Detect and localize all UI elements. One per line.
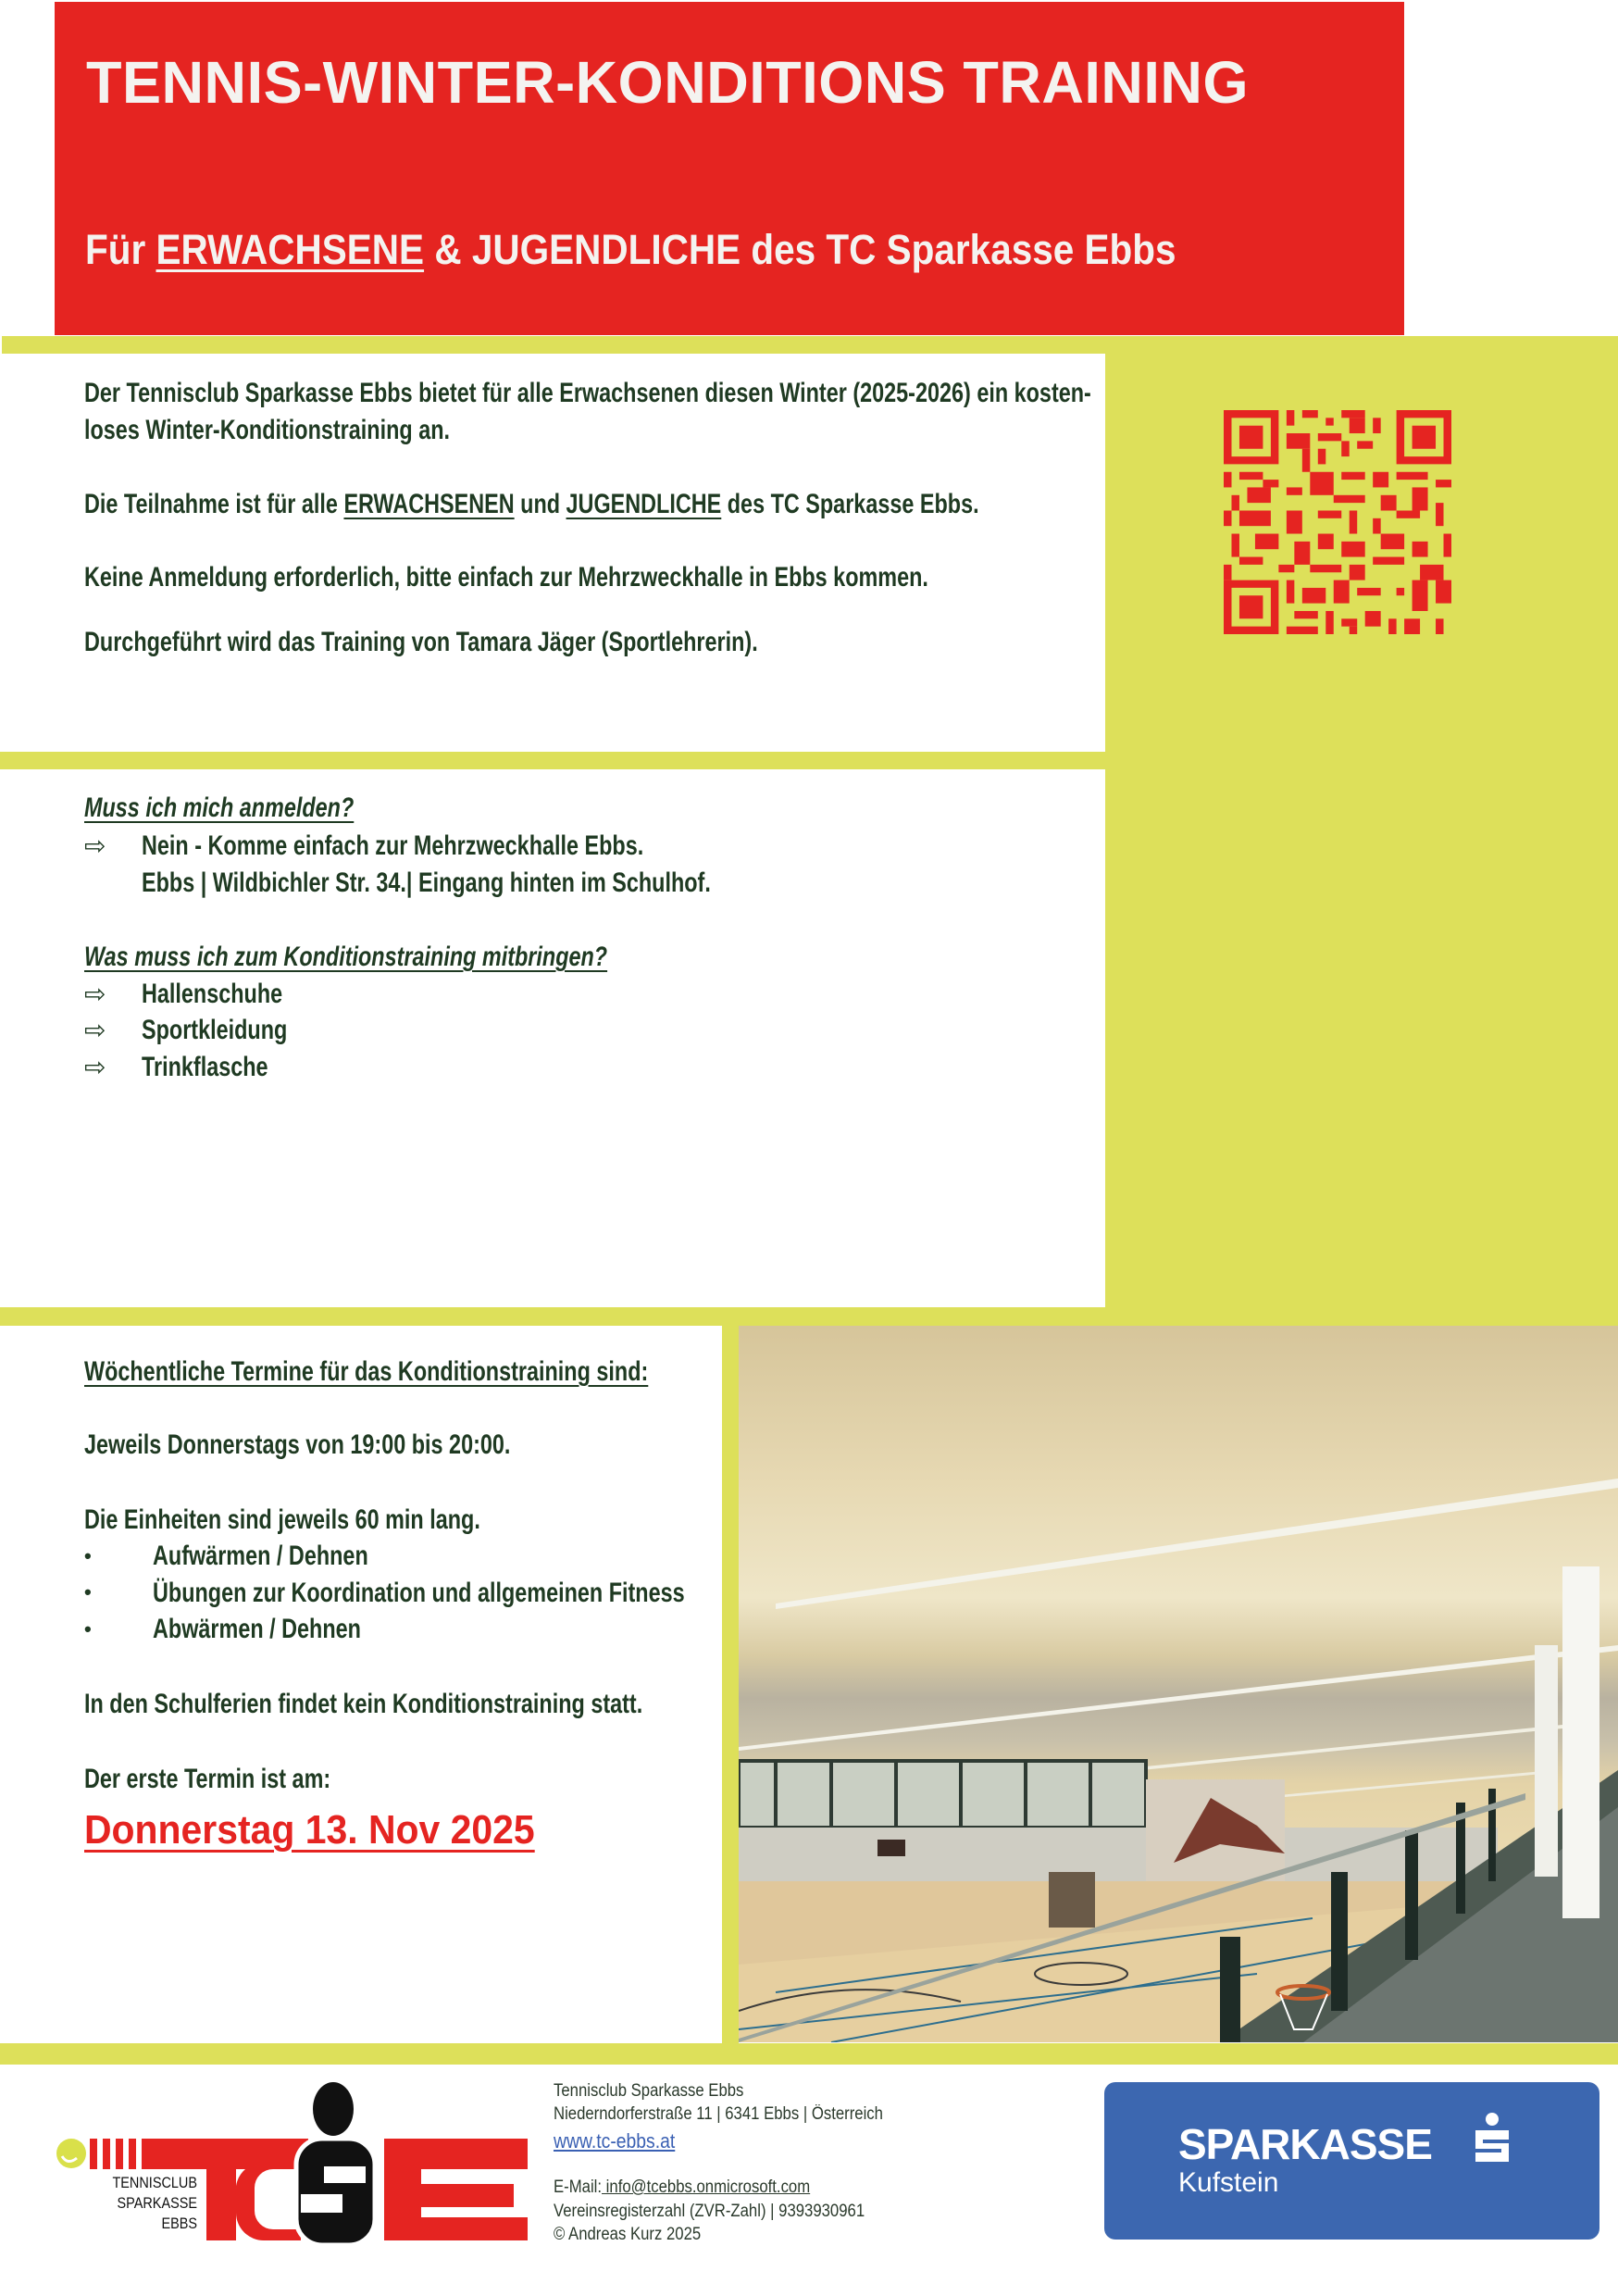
qr-code-icon xyxy=(1224,410,1451,634)
sponsor-city: Kufstein xyxy=(1178,2167,1279,2198)
faq-answer-line-1: Nein - Komme einfach zur Mehrzweckhalle Ebbs. xyxy=(142,830,644,861)
bring-item: Sportkleidung xyxy=(142,1015,288,1045)
subtitle-suffix: & JUGENDLICHE des TC Sparkasse Ebbs xyxy=(424,226,1176,273)
bring-item: Hallenschuhe xyxy=(142,979,283,1009)
participation-adults: ERWACHSENEN xyxy=(343,489,515,519)
divider-band-footer xyxy=(0,2043,1618,2065)
unit-item: Übungen zur Koordination und allgemeinen Fitness xyxy=(153,1578,685,1608)
participation-youth: JUGENDLICHE xyxy=(566,489,722,519)
schedule-holidays: In den Schulferien findet kein Konditionstraining statt. xyxy=(84,1689,643,1719)
logo-line-2: SPARKASSE xyxy=(117,2194,197,2212)
faq-question-registration: Muss ich mich anmelden? xyxy=(84,792,355,823)
intro-line-1: Der Tennisclub Sparkasse Ebbs bietet für alle Erwachsenen diesen Winter (2025-2026) ein kosten- xyxy=(84,378,1091,408)
intro-participation xyxy=(84,489,979,520)
sparkasse-s-icon xyxy=(1470,2112,1514,2169)
email-label: E-Mail: xyxy=(554,2177,603,2197)
logo-line-3: EBBS xyxy=(161,2215,197,2232)
arrow-right-icon: ⇨ xyxy=(84,1053,106,1081)
unit-item: Abwärmen / Dehnen xyxy=(153,1614,361,1644)
website-link[interactable]: www.tc-ebbs.at xyxy=(554,2129,676,2152)
club-name: Tennisclub Sparkasse Ebbs xyxy=(554,2081,744,2101)
faq-answer-line-2: Ebbs | Wildbichler Str. 34.| Eingang hinten im Schulhof. xyxy=(142,867,711,898)
email-line xyxy=(554,2177,810,2198)
faq-question-bring: Was muss ich zum Konditionstraining mitbringen? xyxy=(84,942,608,972)
sponsor-name: SPARKASSE xyxy=(1178,2120,1432,2168)
qr-code[interactable] xyxy=(1224,410,1451,634)
unit-item: Aufwärmen / Dehnen xyxy=(153,1541,368,1571)
sports-hall-illustration xyxy=(739,1326,1618,2042)
participation-prefix: Die Teilnahme ist für alle xyxy=(84,489,344,519)
participation-suffix: des TC Sparkasse Ebbs. xyxy=(721,489,979,519)
email-link[interactable]: info@tcebbs.onmicrosoft.com xyxy=(602,2177,811,2197)
arrow-right-icon: ⇨ xyxy=(84,980,106,1008)
first-date: Donnerstag 13. Nov 2025 xyxy=(84,1807,535,1853)
schedule-duration: Die Einheiten sind jeweils 60 min lang. xyxy=(84,1504,480,1535)
bullet-icon: • xyxy=(84,1544,92,1567)
intro-line-2: loses Winter-Konditionstraining an. xyxy=(84,415,451,445)
schedule-heading xyxy=(84,1356,648,1388)
page-subtitle xyxy=(85,226,1176,274)
bring-item: Trinkflasche xyxy=(142,1052,268,1082)
page-title: TENNIS-WINTER-KONDITIONS TRAINING xyxy=(86,49,1249,116)
divider-band-2 xyxy=(0,1307,1618,1326)
participation-and: und xyxy=(514,489,566,519)
arrow-right-icon: ⇨ xyxy=(84,1016,106,1044)
divider-band-top xyxy=(2,336,1618,354)
subtitle-emphasis: ERWACHSENE xyxy=(156,226,425,273)
intro-trainer: Durchgeführt wird das Training von Tamara Jäger (Sportlehrerin). xyxy=(84,627,758,657)
logo-line-1: TENNISCLUB xyxy=(112,2174,197,2191)
bullet-icon: • xyxy=(84,1617,92,1641)
club-address: Niederndorferstraße 11 | 6341 Ebbs | Österreich xyxy=(554,2104,883,2124)
zvr-number: Vereinsregisterzahl (ZVR-Zahl) | 9393930961 xyxy=(554,2202,865,2221)
subtitle-prefix: Für xyxy=(85,226,156,273)
schedule-when: Jeweils Donnerstags von 19:00 bis 20:00. xyxy=(84,1429,511,1460)
arrow-right-icon: ⇨ xyxy=(84,831,106,860)
intro-no-registration: Keine Anmeldung erforderlich, bitte einfach zur Mehrzweckhalle in Ebbs kommen. xyxy=(84,562,928,593)
divider-band-1 xyxy=(0,752,1105,769)
divider-vertical xyxy=(722,1326,739,2044)
schedule-heading-text: Wöchentliche Termine für das Konditionstraining sind: xyxy=(84,1356,649,1387)
first-date-label: Der erste Termin ist am: xyxy=(84,1764,331,1794)
sports-hall-photo xyxy=(739,1326,1618,2042)
tcse-logo-text xyxy=(103,2173,197,2234)
bullet-icon: • xyxy=(84,1580,92,1603)
sparkasse-kufstein-logo xyxy=(1104,2082,1599,2240)
copyright: © Andreas Kurz 2025 xyxy=(554,2225,702,2244)
